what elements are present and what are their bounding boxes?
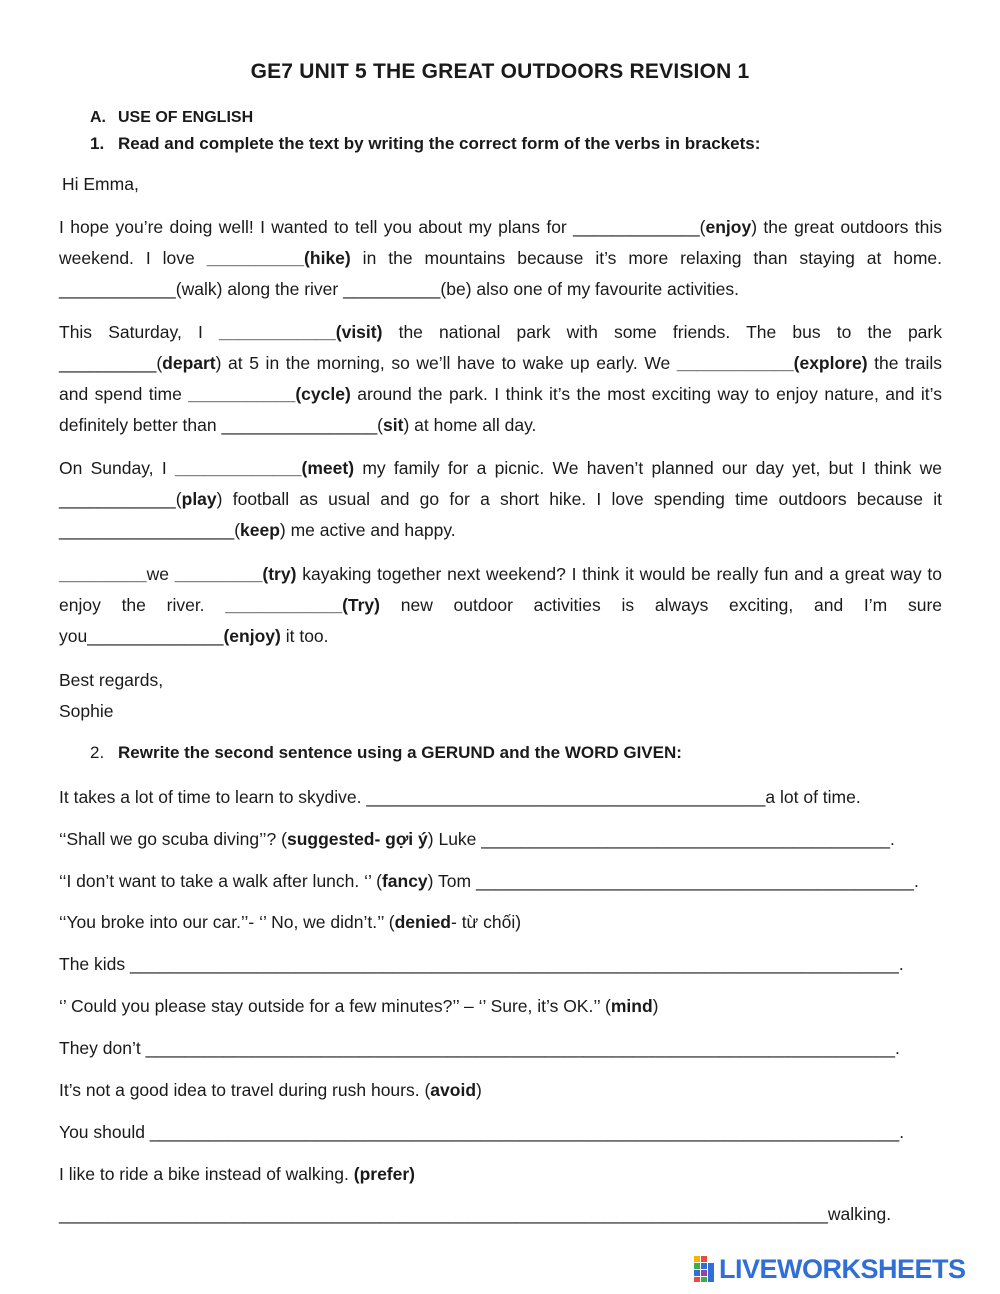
text-run: my family for a picnic. We haven’t planned our day yet, but I think we ____________( [59, 458, 942, 509]
letter-paragraph-1 [59, 212, 942, 305]
liveworksheets-wordmark: LIVEWORKSHEETS [719, 1253, 966, 1284]
text-run: ) at home all day. [403, 415, 537, 435]
rewrite-line-11[interactable] [59, 1204, 942, 1225]
liveworksheets-logo [694, 1254, 966, 1284]
text-run: I hope you’re doing well! I wanted to tell you about my plans for _____________( [59, 217, 706, 237]
text-run: ‘‘Shall we go scuba diving’’? ( [59, 829, 287, 849]
page-title: GE7 UNIT 5 THE GREAT OUTDOORS REVISION 1 [250, 60, 750, 83]
text-run: You should _____________________________________________________________________________. [59, 1122, 905, 1142]
text-run: They don’t _____________________________________________________________________________. [59, 1038, 900, 1058]
text-run: ) [476, 1080, 482, 1100]
text-run: ) Tom _____________________________________________. [427, 871, 919, 891]
rewrite-line-5[interactable] [59, 954, 942, 975]
text-run: ) the great outdoors this weekend. I love [59, 217, 943, 268]
text-run: around the park. I think it’s the most exciting way to enjoy nature, and it’s definitely better than ________________( [59, 384, 942, 435]
section-a-heading [90, 109, 253, 127]
bold-run: _________(try) [174, 564, 297, 584]
bold-run: __________(hike) [206, 248, 351, 268]
text-run: I like to ride a bike instead of walking. [59, 1164, 354, 1184]
question-1-text: Read and complete the text by writing the correct form of the verbs in brackets: [118, 134, 761, 153]
bold-run: denied [394, 912, 451, 932]
bold-run: play [181, 489, 217, 509]
bold-run: keep [240, 520, 280, 540]
bold-run: _________ [59, 564, 147, 584]
letter-signature: Sophie [59, 701, 114, 721]
text-run: the national park with some friends. The bus to the park __________( [59, 322, 942, 373]
letter-closing: Best regards, [59, 670, 164, 690]
text-run: _______________________________________________________________________________walking. [59, 1204, 892, 1224]
text-run: ) me active and happy. [279, 520, 456, 540]
text-run: ) football as usual and go for a short hike. I love spending time outdoors because it __________________( [59, 489, 942, 540]
bold-run: (enjoy) [223, 626, 281, 646]
bold-run: avoid [430, 1080, 477, 1100]
text-run: ) at 5 in the morning, so we’ll have to wake up early. We [215, 353, 677, 373]
text-run: ) Luke __________________________________________. [427, 829, 895, 849]
liveworksheets-icon [694, 1256, 716, 1282]
rewrite-line-8 [59, 1080, 942, 1101]
question-1-number: 1. [90, 134, 105, 153]
text-run: ‘‘I don’t want to take a walk after lunch. ‘’ ( [59, 871, 382, 891]
bold-run: ____________(Try) [225, 595, 380, 615]
bold-run: ____________(explore) [676, 353, 868, 373]
bold-run: fancy [381, 871, 428, 891]
text-run: The kids _______________________________________________________________________________. [59, 954, 904, 974]
letter-paragraph-3 [59, 453, 942, 546]
bold-run: mind [610, 996, 653, 1016]
text-run: in the mountains because it’s more relaxing than staying at home. ____________(walk) along the river __________(be) also one of my favourite activities. [59, 248, 942, 299]
bold-run: _____________(meet) [174, 458, 355, 478]
letter-greeting: Hi Emma, [62, 174, 139, 194]
bold-run: ___________(cycle) [188, 384, 351, 404]
question-2-instruction [90, 743, 682, 763]
bold-run: depart [162, 353, 216, 373]
text-run: it too. [280, 626, 329, 646]
rewrite-line-3[interactable] [59, 871, 942, 892]
section-a-letter: A. [90, 109, 106, 126]
section-a-label: USE OF ENGLISH [118, 109, 254, 126]
rewrite-line-9[interactable] [59, 1122, 942, 1143]
text-run: ‘‘You broke into our car.’’- ‘’ No, we didn’t.’’ ( [59, 912, 395, 932]
bold-run: ____________(visit) [218, 322, 383, 342]
text-run: kayaking together next weekend? I think it would be really fun and a great way to enjoy the river. [59, 564, 942, 615]
letter-closing-block [59, 665, 163, 727]
rewrite-line-4 [59, 912, 942, 933]
question-2-text: Rewrite the second sentence using a GERUND and the WORD GIVEN: [118, 743, 682, 762]
text-run: This Saturday, I [59, 322, 219, 342]
rewrite-line-7[interactable] [59, 1038, 942, 1059]
text-run: It takes a lot of time to learn to skydive. _________________________________________a lot of time. [59, 787, 861, 807]
text-run: ‘’ Could you please stay outside for a few minutes?’’ – ‘’ Sure, it’s OK.’’ ( [59, 996, 611, 1016]
text-run: - từ chối) [451, 912, 522, 932]
text-run: new outdoor activities is always exciting, and I’m sure you______________ [59, 595, 943, 646]
bold-run: suggested- gợi ý [286, 829, 428, 849]
bold-run: enjoy [705, 217, 752, 237]
text-run: ) [652, 996, 659, 1016]
bold-run: (prefer) [353, 1164, 416, 1184]
rewrite-line-1[interactable] [59, 787, 942, 808]
bold-run: sit [383, 415, 404, 435]
text-run: the trails and spend time [59, 353, 942, 404]
rewrite-line-10 [59, 1164, 942, 1185]
question-1-instruction [90, 134, 760, 154]
question-2-number: 2. [90, 743, 105, 762]
letter-paragraph-4 [59, 559, 942, 652]
text-run: It’s not a good idea to travel during rush hours. ( [59, 1080, 431, 1100]
letter-paragraph-2 [59, 317, 942, 441]
rewrite-line-2[interactable] [59, 829, 942, 850]
text-run: On Sunday, I [59, 458, 175, 478]
rewrite-line-6 [59, 996, 942, 1017]
text-run: we [146, 564, 175, 584]
